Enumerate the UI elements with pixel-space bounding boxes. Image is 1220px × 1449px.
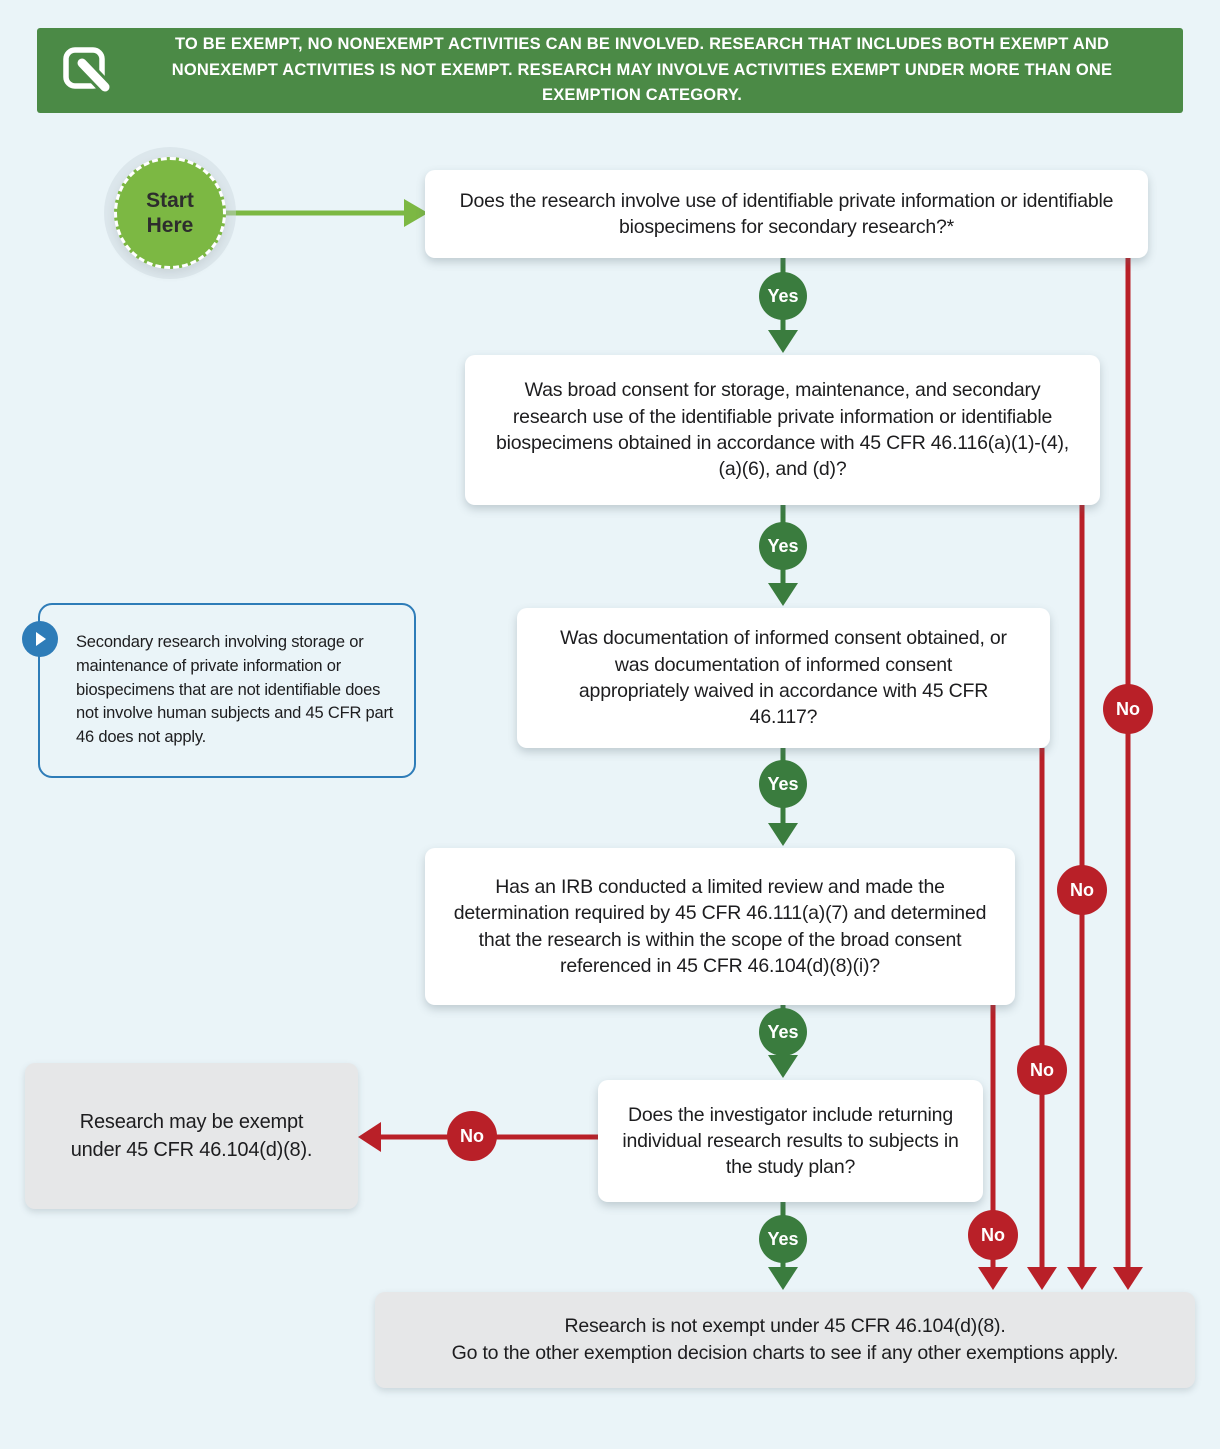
banner bbox=[37, 28, 1183, 113]
arrowhead-q3-yes bbox=[768, 823, 798, 846]
no-badge-q3: No bbox=[1017, 1045, 1067, 1095]
question-4-text: Has an IRB conducted a limited review and made the determination required by 45 CFR 46.111(a)(7) and determined that the research is within the scope of the broad consent referenced in 45 CFR 46.104(d)(8)(i)? bbox=[453, 875, 987, 977]
outcome-not-exempt-box bbox=[375, 1292, 1195, 1388]
no-badge-q5: No bbox=[447, 1111, 497, 1161]
question-3-text: Was documentation of informed consent obtained, or was documentation of informed consent appropriately waived in accordance with 45 CFR 46.117? bbox=[560, 627, 1007, 729]
yes-badge-1: Yes bbox=[759, 272, 807, 320]
arrowhead-q4-yes bbox=[768, 1055, 798, 1078]
no-badge-q1: No bbox=[1103, 684, 1153, 734]
question-1-text: Does the research involve use of identifiable private information or identifiable biospecimens for secondary research?* bbox=[459, 189, 1114, 238]
arrowhead-q2-yes bbox=[768, 583, 798, 606]
question-2-text: Was broad consent for storage, maintenance, and secondary research use of the identifiable private information or identifiable biospecimens obtained in accordance with 45 CFR 46.116(a)(1)-(4), (a)(6), and (d)? bbox=[495, 379, 1069, 481]
start-here-label: Start Here bbox=[146, 188, 194, 237]
yes-badge-3: Yes bbox=[759, 760, 807, 808]
yes-badge-4: Yes bbox=[759, 1008, 807, 1056]
question-box-3 bbox=[517, 608, 1050, 748]
magnifier-icon bbox=[61, 45, 113, 97]
outcome-exempt-box bbox=[25, 1063, 358, 1209]
question-box-4 bbox=[425, 848, 1015, 1005]
arrowhead-q2-no bbox=[1067, 1267, 1097, 1290]
outcome-exempt-text: Research may be exempt under 45 CFR 46.104(d)(8). bbox=[70, 1111, 313, 1161]
arrowhead-q1-no bbox=[1113, 1267, 1143, 1290]
arrowhead-q1-yes bbox=[768, 330, 798, 353]
no-badge-q4: No bbox=[968, 1210, 1018, 1260]
arrowhead-q5-no bbox=[358, 1122, 381, 1152]
arrowhead-q3-no bbox=[1027, 1267, 1057, 1290]
outcome-not-exempt-line2: Go to the other exemption decision charts to see if any other exemptions apply. bbox=[451, 1342, 1119, 1364]
arrowhead-q4-no bbox=[978, 1267, 1008, 1290]
question-5-text: Does the investigator include returning individual research results to subjects in the study plan? bbox=[622, 1103, 959, 1179]
side-note-text: Secondary research involving storage or maintenance of private information or biospecimens that are not identifiable does not involve human subjects and 45 CFR part 46 does not apply. bbox=[76, 632, 394, 747]
question-box-1 bbox=[425, 170, 1148, 258]
yes-badge-2: Yes bbox=[759, 522, 807, 570]
start-here-badge bbox=[114, 157, 226, 269]
no-badge-q2: No bbox=[1057, 865, 1107, 915]
question-box-2 bbox=[465, 355, 1100, 505]
side-note bbox=[38, 603, 416, 778]
question-box-5 bbox=[598, 1080, 983, 1202]
play-icon bbox=[22, 621, 58, 657]
banner-text: TO BE EXEMPT, NO NONEXEMPT ACTIVITIES CAN BE INVOLVED. RESEARCH THAT INCLUDES BOTH EXEMPT AND NONEXEMPT ACTIVITIES IS NOT EXEMPT. RESEARCH MAY INVOLVE ACTIVITIES EXEMPT UNDER MORE THAN ONE EXEMPTION CATEGORY. bbox=[171, 35, 1113, 105]
arrowhead-q5-yes bbox=[768, 1267, 798, 1290]
outcome-not-exempt-line1: Research is not exempt under 45 CFR 46.104(d)(8). bbox=[564, 1314, 1006, 1337]
yes-badge-5: Yes bbox=[759, 1215, 807, 1263]
